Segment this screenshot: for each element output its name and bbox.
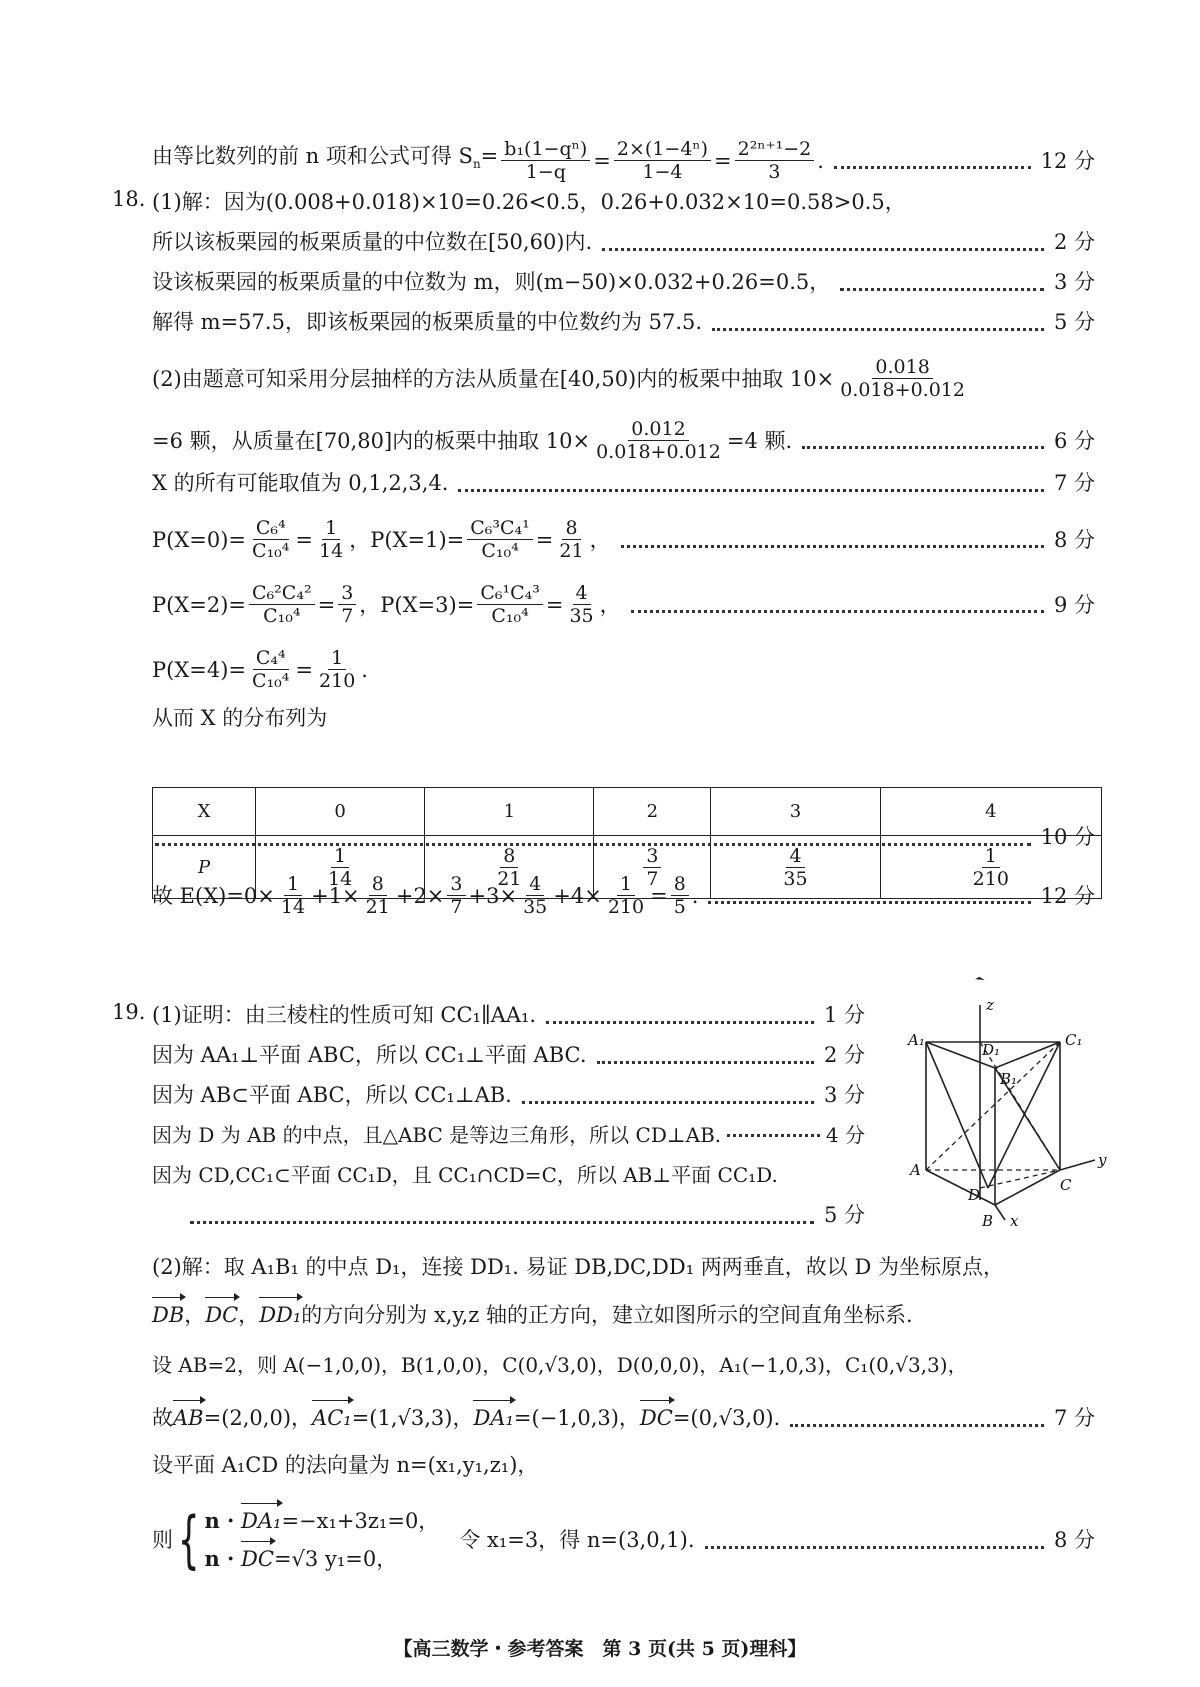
table-cell: $\frac{8}{21}$ [425,836,594,899]
q18-line-1: (1)解：因为(0.008+0.018)×10=0.26<0.5，0.26+0.032×10=0.58>0.5， [152,190,906,214]
label-c: C [1060,1176,1072,1194]
label-a1: A₁ [908,1031,925,1049]
q18-line-6: =6 颗，从质量在[70,80]内的板栗中抽取 10× $\frac{0.012}{0.018+0.012}$ =4 颗. 6 分 [152,418,1095,463]
q18-line-5: (2)由题意可知采用分层抽样的方法从质量在[40,50)内的板栗中抽取 10× $\frac{0.018}{0.018+0.012}$ [152,356,965,401]
q19-line-9: 设 AB=2，则 A(−1,0,0)，B(1,0,0)，C(0,√3,0)，D(0,0,0)，A₁(−1,0,3)，C₁(0,√3,3)， [152,1353,968,1377]
line-geometric-sum: 由等比数列的前 n 项和公式可得 $S_n=$ $\frac{\text{b₁(1−qⁿ)}}{1-q}$ = $\frac{\text{2×(1−4ⁿ)}}{1-4}$ = $\frac{\text{2²ⁿ⁺¹−2}}{3}$ . 12 分 [152,138,1095,183]
q19-line-4: 因为 D 为 AB 的中点，且△ABC 是等边三角形，所以 CD⊥AB. 4 分 [152,1123,865,1147]
fraction: $\frac{\text{b₁(1−qⁿ)}}{1-q}$ [501,138,590,183]
q19-line-6: 5 分 [190,1200,865,1230]
table-cell: $\frac{4}{35}$ [711,836,880,899]
label-x: x [1010,1212,1019,1230]
score: 12 分 [1040,148,1095,173]
table-header-p: P [153,836,256,899]
q19-line-8: DB ， DC ， DD₁ 的方向分别为 x,y,z 轴的正方向，建立如图所示的空间直角坐标系. [152,1300,1095,1330]
table-cell: $\frac{1}{14}$ [256,836,425,899]
question-number-18: 18. [112,187,146,211]
q19-line-11: 设平面 A₁CD 的法向量为 n=(x₁,y₁,z₁)， [152,1453,539,1477]
prism-figure [908,996,1110,1235]
table-cell: $\frac{3}{7}$ [594,836,711,899]
table-cell: 1 [425,788,594,836]
q18-line-7: X 的所有可能取值为 0,1,2,3,4. 7 分 [152,471,1095,495]
q18-line-4: 解得 m=57.5，即该板栗园的板栗质量的中位数约为 57.5. 5 分 [152,310,1095,334]
table-cell: $\frac{1}{210}$ [880,836,1101,899]
q18-line-3: 设该板栗园的板栗质量的中位数为 m，则(m−50)×0.032+0.26=0.5， 3 分 [152,270,1095,294]
table-cell: 2 [594,788,711,836]
equation-system: { n · DA₁=−x₁+3z₁=0， n · DC=√3 y₁=0， [177,1503,440,1576]
q18-line-2: 所以该板栗园的板栗质量的中位数在[50,60)内. 2 分 [152,230,1095,254]
q19-line-2: 因为 AA₁⊥平面 ABC，所以 CC₁⊥平面 ABC. 2 分 [152,1043,865,1067]
expectation-line: 故 E(X)=0× $\frac{1}{14}$ +1× $\frac{8}{21}$ +2× $\frac{3}{7}$ +3× $\frac{4}{35}$ +4× $\frac{1}{210}$ = $\frac{8}{5}$ . 12 分 [152,873,1095,918]
table-cell: 0 [256,788,425,836]
table-cell: 4 [880,788,1101,836]
q19-line-7: (2)解：取 A₁B₁ 的中点 D₁，连接 DD₁. 易证 DB,DC,DD₁ 两两垂直，故以 D 为坐标原点， [152,1255,1004,1279]
q19-line-5: 因为 CD,CC₁⊂平面 CC₁D，且 CC₁∩CD=C，所以 AB⊥平面 CC₁D. [152,1163,778,1187]
question-number-19: 19. [112,1000,146,1024]
table-cell: 3 [711,788,880,836]
label-y: y [1098,1151,1107,1169]
q19-line-10: 故 AB =(2,0,0)， AC₁ =(1,√3,3)， DA₁ =(−1,0,3)， DC =(0,√3,0). 7 分 [152,1403,1095,1433]
label-b1: B₁ [1000,1070,1018,1088]
label-z: z [986,996,994,1014]
q19-line-3: 因为 AB⊂平面 ABC，所以 CC₁⊥AB. 3 分 [152,1083,865,1107]
label-d: D [968,1186,981,1204]
label-c1: C₁ [1065,1031,1083,1049]
label-b: B [982,1212,994,1230]
q19-line-12: 则 { n · DA₁=−x₁+3z₁=0， n · DC=√3 y₁=0， 令 x₁=3，得 n=(3,0,1). 8 分 [152,1503,1095,1576]
label-a: A [910,1161,921,1179]
q19-line-1: (1)证明：由三棱柱的性质可知 CC₁∥AA₁. 1 分 [152,1003,865,1027]
prob-line-2-3: P(X=2)= $\frac{\text{C₆²C₄²}}{\text{C₁₀⁴}}$ = $\frac{3}{7}$ ，P(X=3)= $\frac{\text{C₆¹C₄³}}{\text{C₁₀⁴}}$ = $\frac{4}{35}$ ， 9 分 [152,582,1095,627]
label-d1: D₁ [982,1041,1001,1059]
prob-line-4: P(X=4)= $\frac{\text{C₄⁴}}{\text{C₁₀⁴}}$ = $\frac{1}{210}$ . [152,647,368,692]
prob-line-0-1: P(X=0)= $\frac{\text{C₆⁴}}{\text{C₁₀⁴}}$ = $\frac{1}{14}$ ，P(X=1)= $\frac{\text{C₆³C₄¹}}{\text{C₁₀⁴}}$ = $\frac{8}{21}$ ， 8 分 [152,517,1095,562]
table-header-x: X [153,788,256,836]
page-footer: 【高三数学・参考答案 第 3 页(共 5 页)理科】 [393,1638,807,1660]
fraction: $\frac{\text{2×(1−4ⁿ)}}{1-4}$ [614,138,711,183]
dist-intro: 从而 X 的分布列为 [152,706,328,730]
dist-score-line: 10 分 [155,822,1095,852]
fraction: $\frac{\text{2²ⁿ⁺¹−2}}{3}$ [735,138,815,183]
